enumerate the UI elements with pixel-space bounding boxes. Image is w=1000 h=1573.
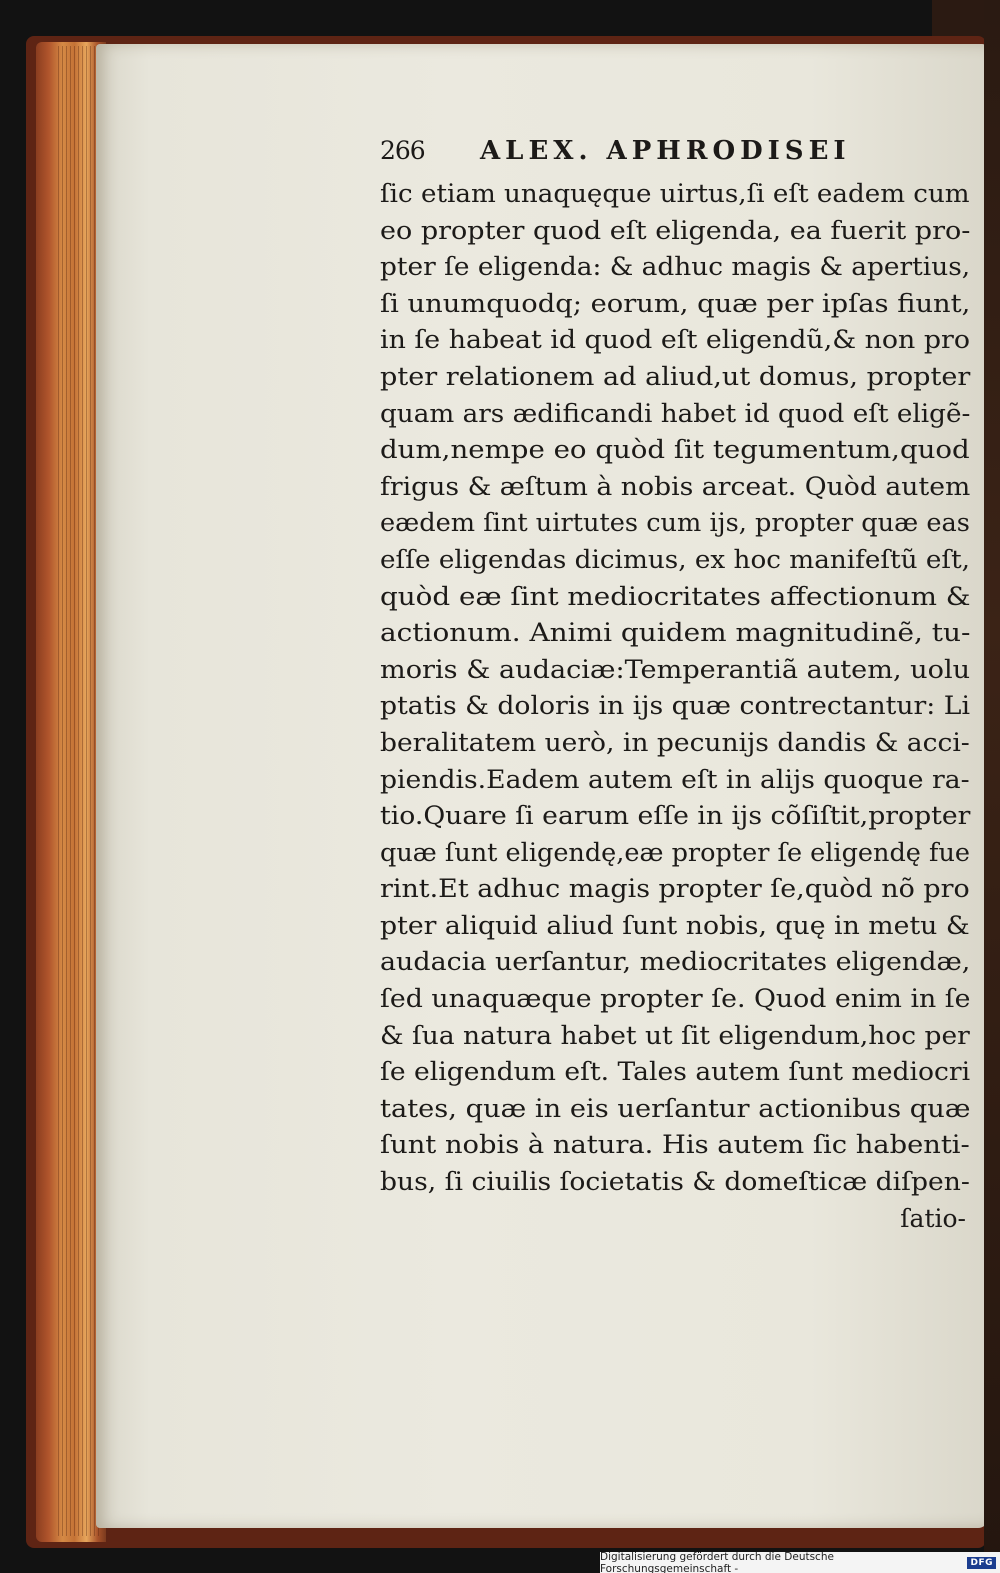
text-line: pter aliquid aliud ſunt nobis, quę in metu &	[380, 910, 970, 940]
text-line: eædem ſint uirtutes cum ijs, propter quæ eas	[380, 508, 970, 538]
text-line: dum,nempe eo quòd ſit tegumentum,quod	[380, 435, 970, 465]
text-line: rint.Et adhuc magis propter ſe,quòd nõ pro	[380, 874, 970, 904]
text-line: tates, quæ in eis uerſantur actionibus quæ	[380, 1093, 971, 1123]
page-text-block	[380, 136, 980, 1237]
digitization-footer	[600, 1552, 1000, 1573]
text-line: piendis.Eadem autem eſt in alijs quoque ra-	[380, 764, 970, 794]
text-line: in ſe habeat id quod eſt eligendũ,& non pro	[380, 325, 970, 355]
page-number: 266	[380, 136, 425, 165]
text-line: quam ars ædificandi habet id quod eſt eligẽ-	[380, 398, 971, 428]
text-line: beralitatem uerò, in pecunijs dandis & acci-	[380, 727, 970, 757]
text-line: audacia uerſantur, mediocritates eligendæ,	[380, 947, 971, 977]
text-line: pter relationem ad aliud,ut domus, propter	[380, 361, 971, 391]
text-line: quòd eæ ſint mediocritates affectionum &	[380, 581, 971, 611]
text-line: bus, ſi ciuilis ſocietatis & domeſticæ diſpen-	[380, 1167, 970, 1197]
text-line: quæ ſunt eligendę,eæ propter ſe eligendę fue	[380, 837, 970, 867]
text-line: tio.Quare ſi earum eſſe in ijs cõſiſtit,propter	[380, 801, 971, 831]
footer-credit-text: Digitalisierung gefördert durch die Deutsche Forschungsgemeinschaft -	[600, 1550, 834, 1573]
text-line: eo propter quod eſt eligenda, ea fuerit pro-	[380, 215, 971, 245]
text-line: eſſe eligendas dicimus, ex hoc manifeſtũ eſt,	[380, 544, 971, 574]
text-line: ſic etiam unaquęque uirtus,ſi eſt eadem cum	[380, 179, 970, 208]
text-line: moris & audaciæ:Temperantiã autem, uolu	[380, 654, 971, 684]
text-lines	[380, 176, 980, 1201]
text-line: ſed unaquæque propter ſe. Quod enim in ſe	[380, 984, 971, 1014]
text-line: ſunt nobis à natura. His autem ſic habenti-	[380, 1130, 970, 1160]
text-line: ptatis & doloris in ijs quæ contrectantur: Li	[380, 691, 970, 721]
text-line: ſe eligendum eſt. Tales autem ſunt mediocri	[380, 1057, 971, 1087]
catchword: ſatio-	[900, 1203, 966, 1233]
text-line: pter ſe eligenda: & adhuc magis & apertius,	[380, 252, 971, 282]
text-line: actionum. Animi quidem magnitudinẽ, tu-	[380, 618, 971, 648]
dfg-logo: DFG	[967, 1557, 996, 1569]
running-head	[380, 136, 980, 176]
text-line: & ſua natura habet ut ſit eligendum,hoc per	[380, 1020, 970, 1050]
text-line: frigus & æſtum à nobis arceat. Quòd autem	[380, 471, 971, 501]
text-line: ſi unumquodq; eorum, quæ per ipſas fiunt,	[380, 288, 971, 318]
running-head-title: ALEX. APHRODISEI	[480, 136, 851, 166]
